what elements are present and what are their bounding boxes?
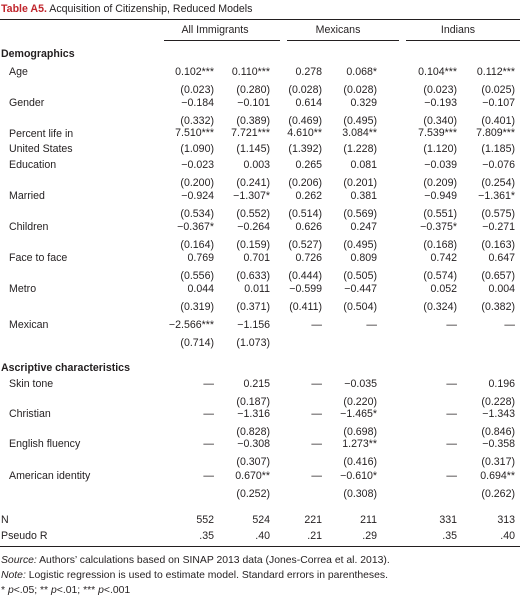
coefficient-cell: −0.375* <box>420 221 457 233</box>
group-header-mexicans: Mexicans <box>315 24 361 36</box>
coefficient-cell: 0.081 <box>350 159 377 171</box>
coefficient-cell: — <box>203 378 214 390</box>
coefficient-cell: 0.329 <box>350 97 377 109</box>
std-error-cell: (0.371) <box>236 301 270 313</box>
coefficient-cell: −2.566*** <box>168 319 214 331</box>
std-error-cell: (0.252) <box>236 488 270 500</box>
std-error-cell: (0.168) <box>423 239 457 251</box>
std-error-cell: (0.514) <box>288 208 322 220</box>
coefficient-cell: −1.465* <box>340 408 377 420</box>
stat-value-cell: 313 <box>497 514 515 526</box>
group-underline-mexicans <box>287 40 399 41</box>
table-caption: Acquisition of Citizenship, Reduced Models <box>46 3 253 15</box>
std-error-cell: (0.159) <box>236 239 270 251</box>
std-error-cell: (0.495) <box>343 239 377 251</box>
row-label: Percent life in United States <box>9 128 74 155</box>
coefficient-cell: −0.101 <box>237 97 270 109</box>
coefficient-cell: −0.023 <box>181 159 214 171</box>
std-error-cell: (0.534) <box>180 208 214 220</box>
coefficient-cell: 0.265 <box>295 159 322 171</box>
coefficient-cell: 0.044 <box>187 283 214 295</box>
std-error-cell: (0.469) <box>288 115 322 127</box>
row-label: Age <box>9 66 28 78</box>
coefficient-cell: −0.264 <box>237 221 270 233</box>
coefficient-cell: — <box>311 438 322 450</box>
std-error-cell: (0.254) <box>481 177 515 189</box>
std-error-cell: (0.411) <box>289 301 322 313</box>
stat-value-cell: 331 <box>439 514 457 526</box>
coefficient-cell: — <box>311 319 322 331</box>
row-label: Skin tone <box>9 378 54 390</box>
coefficient-cell: 0.052 <box>430 283 457 295</box>
std-error-cell: (0.574) <box>423 270 457 282</box>
coefficient-cell: 7.809*** <box>476 127 515 139</box>
coefficient-cell: — <box>311 408 322 420</box>
stat-label: N <box>1 514 9 526</box>
std-error-cell: (0.389) <box>236 115 270 127</box>
std-error-cell: (0.401) <box>481 115 515 127</box>
std-error-cell: (1.090) <box>180 143 214 155</box>
coefficient-cell: −0.924 <box>181 190 214 202</box>
std-error-cell: (0.382) <box>481 301 515 313</box>
coefficient-cell: 0.196 <box>488 378 515 390</box>
stat-value-cell: 221 <box>304 514 322 526</box>
std-error-cell: (0.556) <box>180 270 214 282</box>
row-label: Mexican <box>9 319 49 331</box>
row-label: American identity <box>9 470 91 482</box>
std-error-cell: (0.307) <box>236 456 270 468</box>
coefficient-cell: 0.381 <box>350 190 377 202</box>
std-error-cell: (0.657) <box>481 270 515 282</box>
coefficient-cell: −0.039 <box>424 159 457 171</box>
std-error-cell: (0.317) <box>481 456 515 468</box>
coefficient-cell: — <box>366 319 377 331</box>
std-error-cell: (0.163) <box>481 239 515 251</box>
std-error-cell: (0.028) <box>288 84 322 96</box>
coefficient-cell: −1.316 <box>237 408 270 420</box>
coefficient-cell: 0.626 <box>295 221 322 233</box>
std-error-cell: (0.164) <box>180 239 214 251</box>
coefficient-cell: 0.215 <box>243 378 270 390</box>
std-error-cell: (0.495) <box>343 115 377 127</box>
coefficient-cell: −1.343 <box>482 408 515 420</box>
std-error-cell: (0.714) <box>180 337 214 349</box>
std-error-cell: (0.023) <box>180 84 214 96</box>
stat-value-cell: .29 <box>362 530 377 542</box>
row-label: Education <box>9 159 57 171</box>
std-error-cell: (0.206) <box>288 177 322 189</box>
group-header-all-immigrants: All Immigrants <box>181 24 249 36</box>
coefficient-cell: −0.107 <box>482 97 515 109</box>
row-label: Children <box>9 221 49 233</box>
coefficient-cell: 0.068* <box>346 66 377 78</box>
std-error-cell: (0.201) <box>343 177 377 189</box>
stat-value-cell: 211 <box>360 514 377 526</box>
row-label: Metro <box>9 283 37 295</box>
coefficient-cell: 0.247 <box>350 221 377 233</box>
coefficient-cell: −1.361* <box>478 190 515 202</box>
coefficient-cell: −0.599 <box>289 283 322 295</box>
row-label: Gender <box>9 97 45 109</box>
std-error-cell: (1.145) <box>236 143 270 155</box>
section-heading: Demographics <box>1 48 75 60</box>
table-notes <box>1 553 390 598</box>
bottom-rule <box>0 546 520 547</box>
coefficient-cell: −0.193 <box>424 97 457 109</box>
stat-value-cell: 524 <box>252 514 270 526</box>
stat-value-cell: .40 <box>255 530 270 542</box>
coefficient-cell: 0.004 <box>488 283 515 295</box>
std-error-cell: (1.228) <box>343 143 377 155</box>
coefficient-cell: −0.076 <box>482 159 515 171</box>
coefficient-cell: 0.694** <box>480 470 515 482</box>
row-label: Married <box>9 190 45 202</box>
std-error-cell: (0.319) <box>180 301 214 313</box>
coefficient-cell: 0.769 <box>187 252 214 264</box>
coefficient-cell: −0.035 <box>344 378 377 390</box>
coefficient-cell: 0.670** <box>235 470 270 482</box>
std-error-cell: (0.828) <box>236 426 270 438</box>
significance-note: * p<.05; ** p<.01; *** p<.001 <box>1 585 131 596</box>
coefficient-cell: 0.011 <box>244 283 270 295</box>
coefficient-cell: 7.721*** <box>231 127 270 139</box>
std-error-cell: (0.209) <box>423 177 457 189</box>
std-error-cell: (0.444) <box>288 270 322 282</box>
std-error-cell: (0.416) <box>343 456 377 468</box>
coefficient-cell: −0.367* <box>177 221 214 233</box>
coefficient-cell: 0.102*** <box>175 66 214 78</box>
coefficient-cell: — <box>504 319 515 331</box>
std-error-cell: (0.552) <box>236 208 270 220</box>
coefficient-cell: 0.701 <box>243 252 270 264</box>
group-underline-indians <box>406 40 520 41</box>
coefficient-cell: 0.726 <box>295 252 322 264</box>
std-error-cell: (0.241) <box>236 177 270 189</box>
section-heading: Ascriptive characteristics <box>1 362 130 374</box>
std-error-cell: (0.187) <box>236 396 270 408</box>
coefficient-cell: 4.610** <box>287 127 322 139</box>
table-title <box>1 3 252 15</box>
top-rule <box>0 19 520 20</box>
std-error-cell: (0.023) <box>423 84 457 96</box>
std-error-cell: (1.073) <box>236 337 270 349</box>
coefficient-cell: 0.003 <box>243 159 270 171</box>
coefficient-cell: — <box>446 438 457 450</box>
std-error-cell: (0.504) <box>343 301 377 313</box>
coefficient-cell: 0.112*** <box>476 66 515 78</box>
stat-label: Pseudo R <box>1 530 48 542</box>
coefficient-cell: −1.156 <box>237 319 270 331</box>
std-error-cell: (0.846) <box>481 426 515 438</box>
std-error-cell: (0.308) <box>343 488 377 500</box>
coefficient-cell: −0.184 <box>181 97 214 109</box>
std-error-cell: (0.527) <box>288 239 322 251</box>
table-number: Table A5. <box>1 3 47 15</box>
std-error-cell: (0.332) <box>180 115 214 127</box>
coefficient-cell: −0.610* <box>340 470 377 482</box>
stat-value-cell: .40 <box>500 530 515 542</box>
coefficient-cell: −0.358 <box>482 438 515 450</box>
coefficient-cell: 7.510*** <box>175 127 214 139</box>
method-note: Note: Logistic regression is used to estimate model. Standard errors in parentheses. <box>1 570 388 581</box>
coefficient-cell: −1.307* <box>233 190 270 202</box>
std-error-cell: (0.324) <box>423 301 457 313</box>
coefficient-cell: 0.742 <box>430 252 457 264</box>
stat-value-cell: 552 <box>196 514 214 526</box>
std-error-cell: (0.633) <box>236 270 270 282</box>
group-header-indians: Indians <box>440 24 476 36</box>
coefficient-cell: — <box>203 438 214 450</box>
coefficient-cell: — <box>203 408 214 420</box>
std-error-cell: (0.025) <box>481 84 515 96</box>
coefficient-cell: 0.614 <box>295 97 322 109</box>
coefficient-cell: — <box>446 319 457 331</box>
coefficient-cell: 0.104*** <box>418 66 457 78</box>
coefficient-cell: −0.271 <box>482 221 515 233</box>
stat-value-cell: .21 <box>307 530 322 542</box>
std-error-cell: (0.028) <box>343 84 377 96</box>
row-label: English fluency <box>9 438 81 450</box>
coefficient-cell: 0.262 <box>295 190 322 202</box>
std-error-cell: (0.280) <box>236 84 270 96</box>
coefficient-cell: 3.084** <box>342 127 377 139</box>
std-error-cell: (1.120) <box>423 143 457 155</box>
row-label: Christian <box>9 408 51 420</box>
source-note: Source: Authors’ calculations based on SINAP 2013 data (Jones-Correa et al. 2013). <box>1 555 390 566</box>
coefficient-cell: — <box>311 378 322 390</box>
std-error-cell: (0.228) <box>481 396 515 408</box>
stat-value-cell: .35 <box>442 530 457 542</box>
coefficient-cell: −0.308 <box>237 438 270 450</box>
std-error-cell: (0.200) <box>180 177 214 189</box>
stat-value-cell: .35 <box>199 530 214 542</box>
coefficient-cell: −0.447 <box>344 283 377 295</box>
coefficient-cell: — <box>311 470 322 482</box>
coefficient-cell: — <box>446 378 457 390</box>
coefficient-cell: 7.539*** <box>418 127 457 139</box>
std-error-cell: (0.505) <box>343 270 377 282</box>
std-error-cell: (0.575) <box>481 208 515 220</box>
std-error-cell: (0.698) <box>343 426 377 438</box>
coefficient-cell: 0.809 <box>350 252 377 264</box>
coefficient-cell: 1.273** <box>342 438 377 450</box>
std-error-cell: (0.551) <box>423 208 457 220</box>
std-error-cell: (1.392) <box>288 143 322 155</box>
coefficient-cell: — <box>203 470 214 482</box>
coefficient-cell: — <box>446 408 457 420</box>
std-error-cell: (0.220) <box>343 396 377 408</box>
row-label: Face to face <box>9 252 68 264</box>
std-error-cell: (0.262) <box>481 488 515 500</box>
coefficient-cell: −0.949 <box>424 190 457 202</box>
std-error-cell: (0.569) <box>343 208 377 220</box>
coefficient-cell: — <box>446 470 457 482</box>
group-underline-all-immigrants <box>164 40 280 41</box>
coefficient-cell: 0.278 <box>295 66 322 78</box>
std-error-cell: (1.185) <box>481 143 515 155</box>
coefficient-cell: 0.110*** <box>231 66 270 78</box>
std-error-cell: (0.340) <box>423 115 457 127</box>
coefficient-cell: 0.647 <box>488 252 515 264</box>
